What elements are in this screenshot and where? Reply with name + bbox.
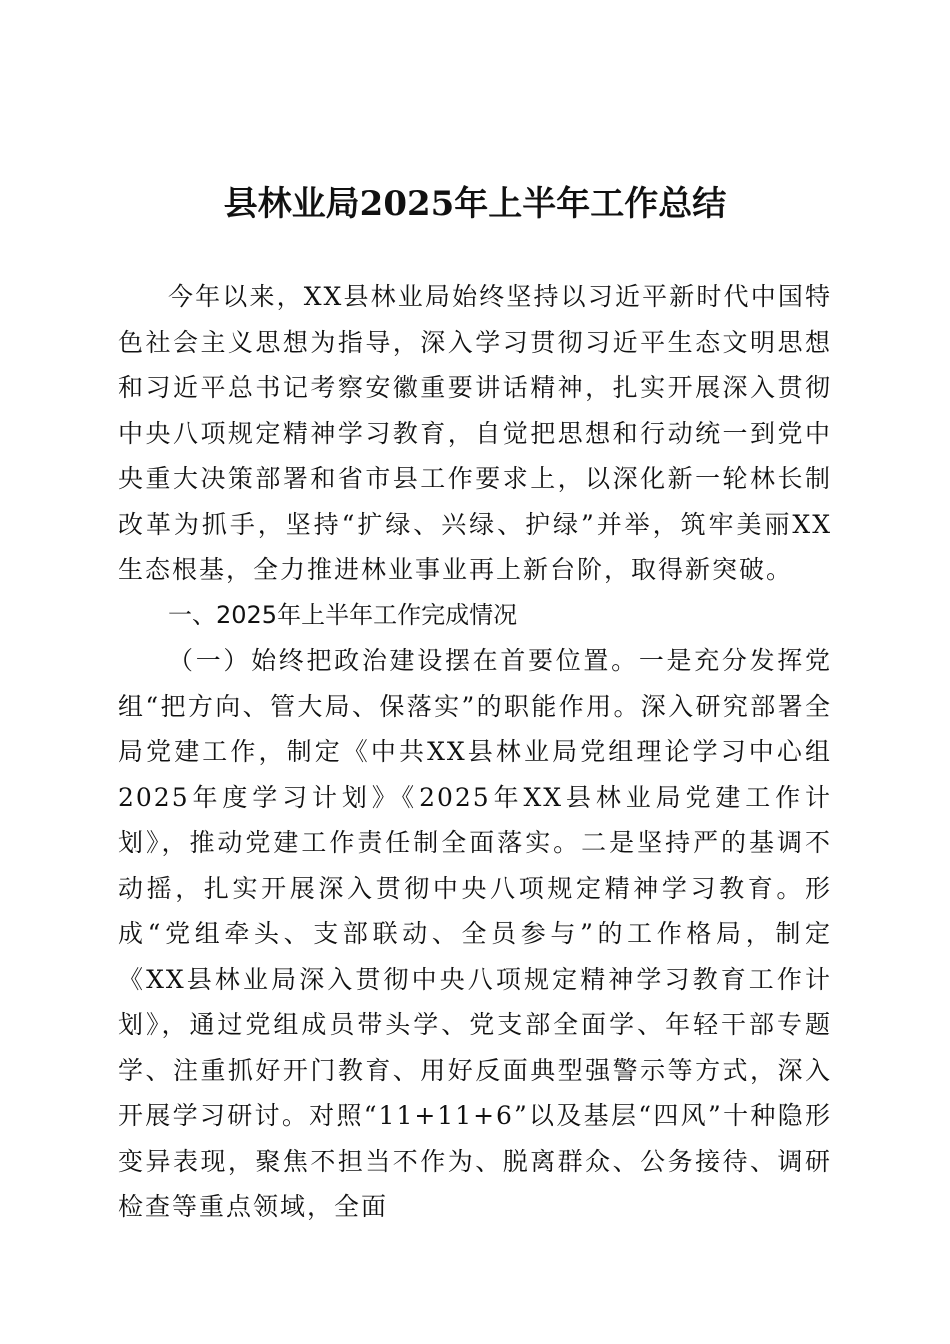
document-body (118, 274, 832, 1230)
intro-paragraph: 今年以来，XX县林业局始终坚持以习近平新时代中国特色社会主义思想为指导，深入学习贯彻习近平生态文明思想和习近平总书记考察安徽重要讲话精神，扎实开展深入贯彻中央八项规定精神学习教育，自觉把思想和行动统一到党中央重大决策部署和省市县工作要求上，以深化新一轮林长制改革为抓手，坚持“扩绿、兴绿、护绿”并举，筑牢美丽XX生态根基，全力推进林业事业再上新台阶，取得新突破。 (118, 282, 832, 584)
section-heading: 一、2025年上半年工作完成情况 (168, 600, 518, 629)
document-title: 县林业局2025年上半年工作总结 (223, 184, 727, 224)
section-paragraph: （一）始终把政治建设摆在首要位置。一是充分发挥党组“把方向、管大局、保落实”的职能作用。深入研究部署全局党建工作，制定《中共XX县林业局党组理论学习中心组2025年度学习计划》《2025年XX县林业局党建工作计划》，推动党建工作责任制全面落实。二是坚持严的基调不动摇，扎实开展深入贯彻中央八项规定精神学习教育。形成“党组牵头、支部联动、全员参与”的工作格局，制定《XX县林业局深入贯彻中央八项规定精神学习教育工作计划》，通过党组成员带头学、党支部全面学、年轻干部专题学、注重抓好开门教育、用好反面典型强警示等方式，深入开展学习研讨。对照“11+11+6”以及基层“四风”十种隐形变异表现，聚焦不担当不作为、脱离群众、公务接待、调研检查等重点领域，全面 (118, 646, 832, 1221)
